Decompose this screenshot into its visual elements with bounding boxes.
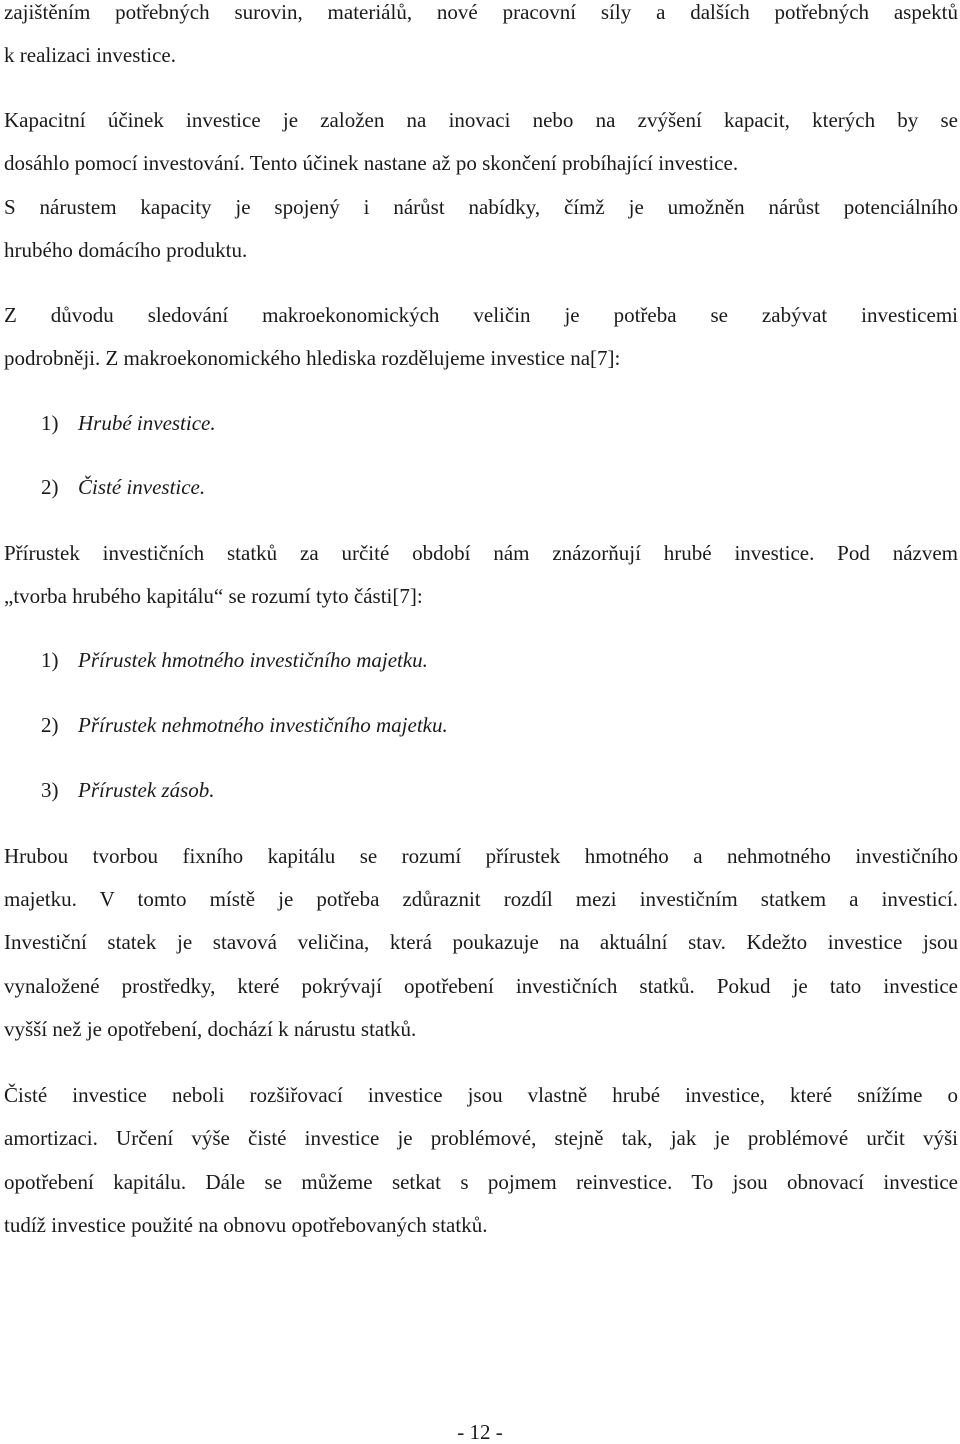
list-2-item-3 xyxy=(41,780,215,801)
paragraph-4-line-2: „tvorba hrubého kapitálu“ se rozumí tyto části[7]: xyxy=(4,584,423,608)
paragraph-6-line-2: amortizaci. Určení výše čisté investice je problémové, stejně tak, jak je problémové určit výši xyxy=(4,1126,958,1150)
list-text: Přírustek hmotného investičního majetku. xyxy=(78,648,428,672)
list-1-item-2 xyxy=(41,477,205,498)
list-text: Hrubé investice. xyxy=(78,411,216,435)
paragraph-1-line-1: zajištěním potřebných surovin, materiálů, nové pracovní síly a dalších potřebných aspektů xyxy=(4,0,958,24)
paragraph-6-line-3: opotřebení kapitálu. Dále se můžeme setkat s pojmem reinvestice. To jsou obnovací investice xyxy=(4,1170,958,1194)
paragraph-2-line-3: S nárustem kapacity je spojený i nárůst nabídky, čímž je umožněn nárůst potenciálního xyxy=(4,195,958,219)
list-text: Čisté investice. xyxy=(78,475,206,499)
paragraph-6-line-1: Čisté investice neboli rozšiřovací investice jsou vlastně hrubé investice, které snížíme o xyxy=(4,1083,958,1107)
list-2-item-1 xyxy=(41,650,428,671)
paragraph-2-line-1: Kapacitní účinek investice je založen na inovaci nebo na zvýšení kapacit, kterých by se xyxy=(4,108,958,132)
paragraph-5-line-1: Hrubou tvorbou fixního kapitálu se rozumí přírustek hmotného a nehmotného investičního xyxy=(4,844,958,868)
paragraph-2-line-2: dosáhlo pomocí investování. Tento účinek nastane až po skončení probíhající investice. xyxy=(4,151,739,175)
list-2-item-2 xyxy=(41,715,448,736)
list-text: Přírustek nehmotného investičního majetku. xyxy=(78,713,448,737)
paragraph-3-line-1: Z důvodu sledování makroekonomických veličin je potřeba se zabývat investicemi xyxy=(4,303,958,327)
list-number: 1) xyxy=(41,411,59,435)
list-number: 1) xyxy=(41,648,59,672)
list-1-item-1 xyxy=(41,413,216,434)
list-number: 2) xyxy=(41,713,59,737)
list-number: 3) xyxy=(41,778,59,802)
paragraph-1-line-2: k realizaci investice. xyxy=(4,43,176,67)
list-text: Přírustek zásob. xyxy=(78,778,215,802)
paragraph-6-line-4: tudíž investice použité na obnovu opotřebovaných statků. xyxy=(4,1213,488,1237)
paragraph-5-line-3: Investiční statek je stavová veličina, která poukazuje na aktuální stav. Kdežto investice jsou xyxy=(4,930,958,954)
page-number: - 12 - xyxy=(457,1420,503,1444)
paragraph-5-line-5: vyšší než je opotřebení, dochází k nárustu statků. xyxy=(4,1017,417,1041)
paragraph-5-line-4: vynaložené prostředky, které pokrývají opotřebení investičních statků. Pokud je tato investice xyxy=(4,974,958,998)
paragraph-5-line-2: majetku. V tomto místě je potřeba zdůraznit rozdíl mezi investičním statkem a investicí. xyxy=(4,887,958,911)
paragraph-3-line-2: podrobněji. Z makroekonomického hlediska rozdělujeme investice na[7]: xyxy=(4,346,621,370)
list-number: 2) xyxy=(41,475,59,499)
paragraph-4-line-1: Přírustek investičních statků za určité období nám znázorňují hrubé investice. Pod názvem xyxy=(4,541,958,565)
paragraph-2-line-4: hrubého domácího produktu. xyxy=(4,238,248,262)
